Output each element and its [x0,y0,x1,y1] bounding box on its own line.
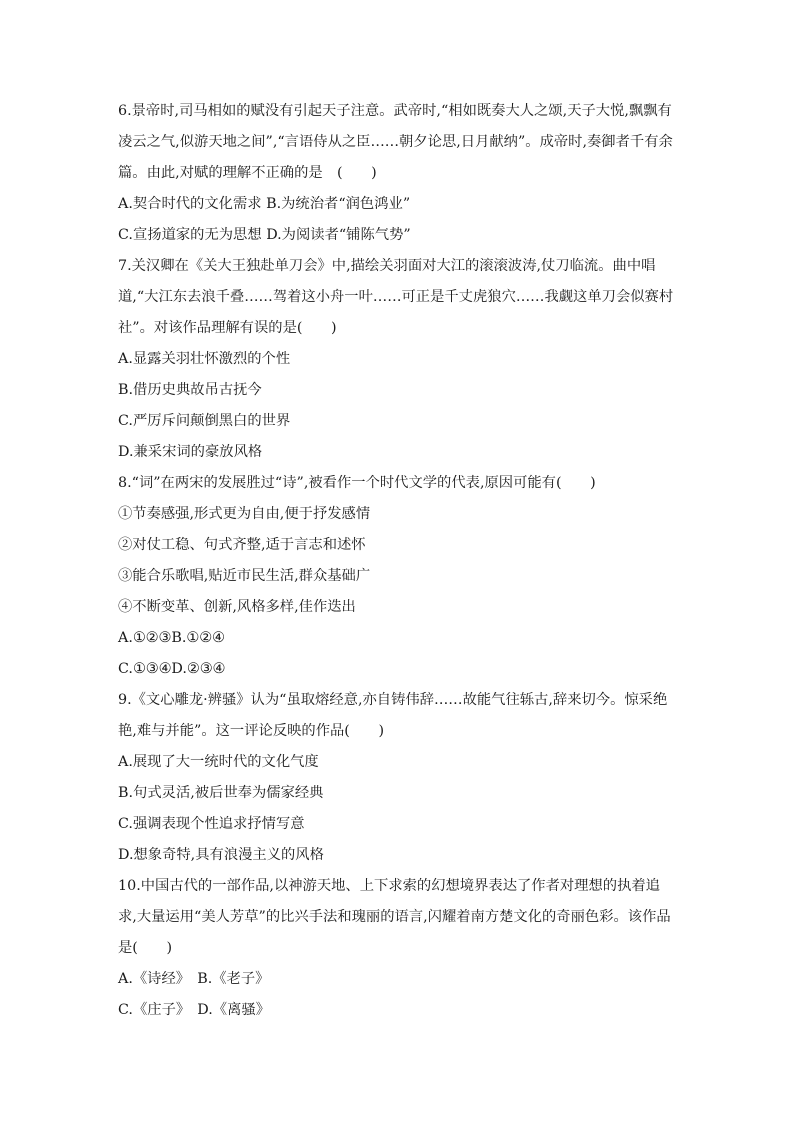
question-8-options-cd: C.①③④D.②③④ [118,661,226,677]
question-9-option-b: B.句式灵活,被后世奉为儒家经典 [118,785,324,801]
question-7-option-b: B.借历史典故吊古抚今 [118,382,262,398]
question-6-options-cd: C.宣扬道家的无为思想 D.为阅读者“铺陈气势” [118,227,411,243]
question-7-option-c: C.严厉斥问颠倒黑白的世界 [118,413,291,429]
question-8-stem: 8.“词”在两宋的发展胜过“诗”,被看作一个时代文学的代表,原因可能有( ) [118,475,596,491]
question-7-option-a: A.显露关羽壮怀激烈的个性 [118,351,291,367]
question-6-stem: 6.景帝时,司马相如的赋没有引起天子注意。武帝时,“相如既奏大人之颂,天子大悦,飘飘有凌云之气,似游天地之间”,“言语侍从之臣……朝夕论思,日月献纳”。成帝时,奏御者千有余篇。由此,对赋的理解不正确的是 ( ) [118,103,673,181]
question-9-option-a: A.展现了大一统时代的文化气度 [118,754,319,770]
question-9-stem: 9.《文心雕龙·辨骚》认为“虽取熔经意,亦自铸伟辞……故能气往轹古,辞来切今。惊采绝艳,难与并能”。这一评论反映的作品( ) [118,692,668,739]
question-7-option-d: D.兼采宋词的豪放风格 [118,444,263,460]
question-9-option-c: C.强调表现个性追求抒情写意 [118,816,305,832]
question-8-item-2: ②对仗工稳、句式齐整,适于言志和述怀 [118,537,366,553]
question-6-options-ab: A.契合时代的文化需求 B.为统治者“润色鸿业” [118,196,411,212]
question-9-option-d: D.想象奇特,具有浪漫主义的风格 [118,847,324,863]
question-8-options-ab: A.①②③B.①②④ [118,630,225,646]
question-list [118,96,678,1026]
question-8-item-4: ④不断变革、创新,风格多样,佳作迭出 [118,599,356,615]
question-10-options-cd: C.《庄子》 D.《离骚》 [118,1002,270,1018]
question-8-item-1: ①节奏感强,形式更为自由,便于抒发感情 [118,506,371,522]
question-10-options-ab: A.《诗经》 B.《老子》 [118,971,270,987]
question-7-stem: 7.关汉卿在《关大王独赴单刀会》中,描绘关羽面对大江的滚滚波涛,仗刀临流。曲中唱道,“大江东去浪千叠……驾着这小舟一叶……可正是千丈虎狼穴……我觑这单刀会似赛村社”。对该作品理解有误的是( ) [118,258,674,336]
question-10-stem: 10.中国古代的一部作品,以神游天地、上下求索的幻想境界表达了作者对理想的执着追求,大量运用“美人芳草”的比兴手法和瑰丽的语言,闪耀着南方楚文化的奇丽色彩。该作品是( ) [118,878,671,956]
question-8-item-3: ③能合乐歌唱,贴近市民生活,群众基础广 [118,568,371,584]
